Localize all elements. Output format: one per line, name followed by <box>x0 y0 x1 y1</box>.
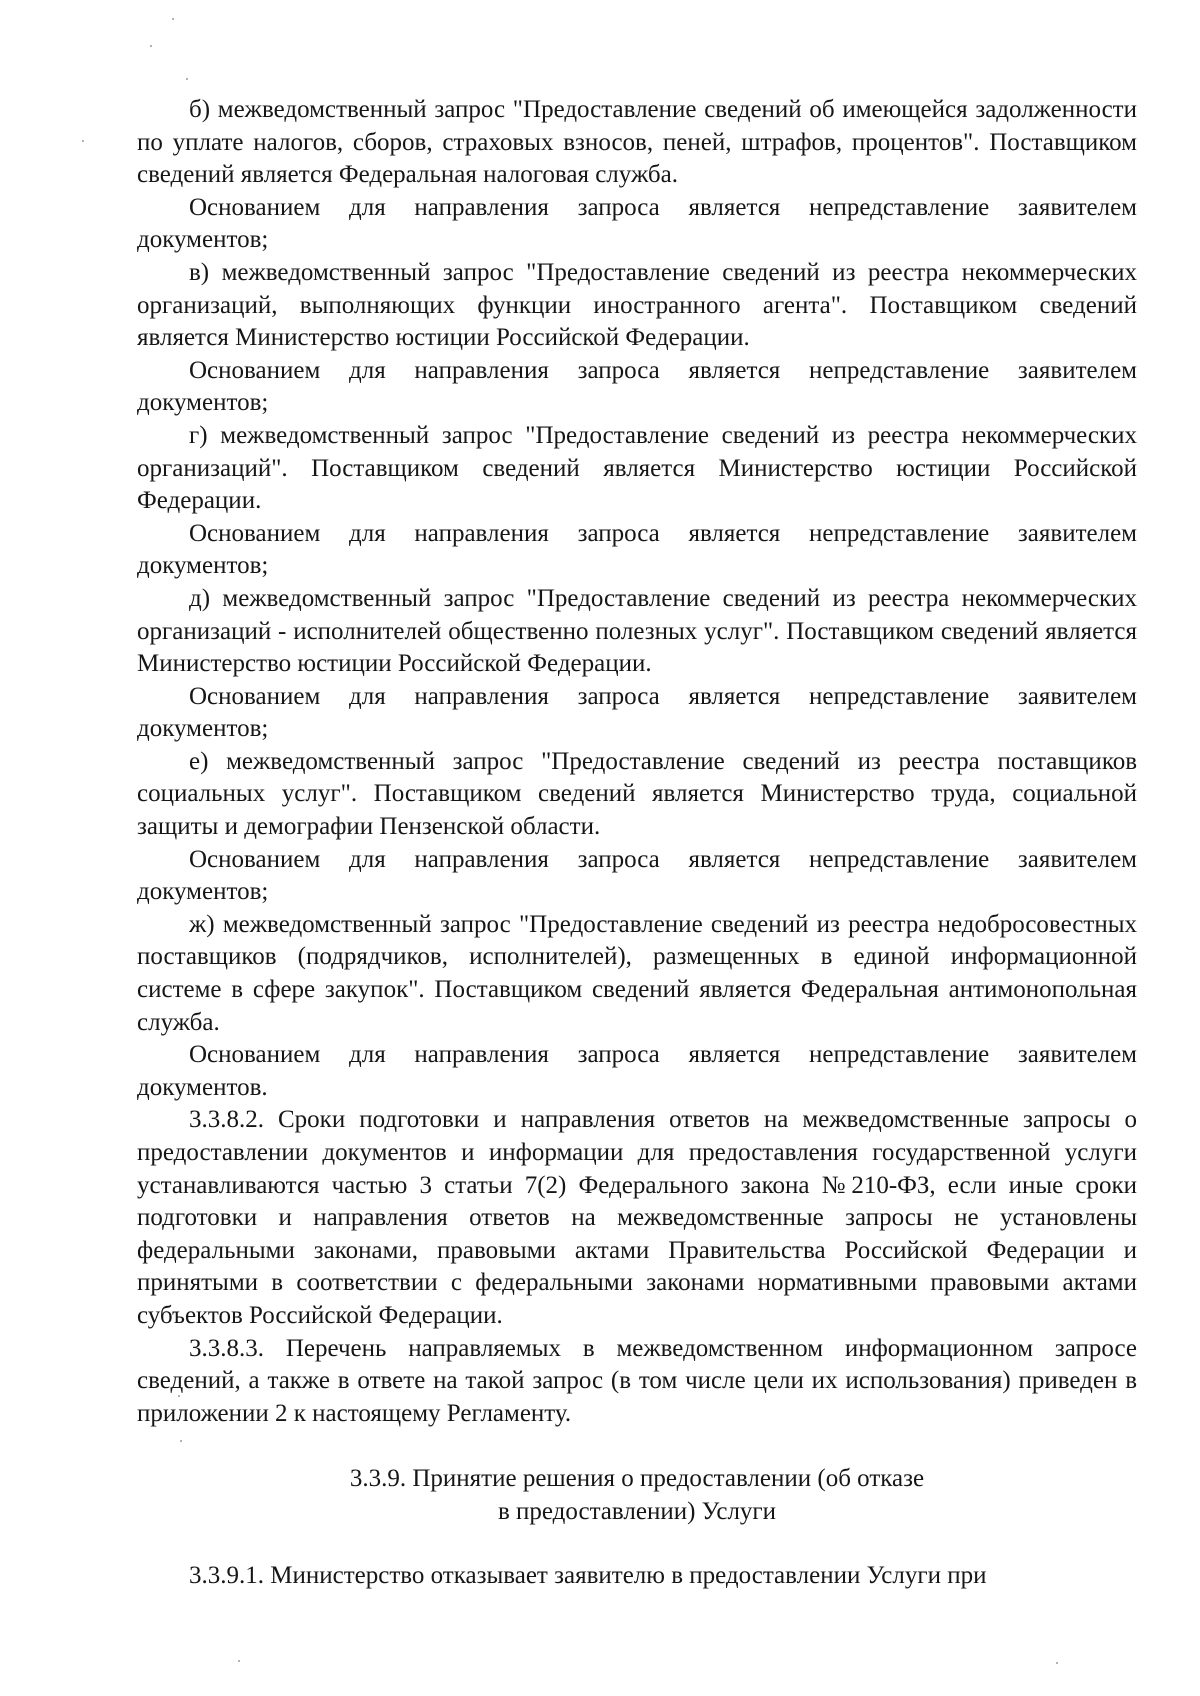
scan-speck <box>1056 1662 1058 1664</box>
section-heading-line-2: в предоставлении) Услуги <box>497 1498 777 1526</box>
scan-speck <box>186 78 188 80</box>
paragraph-basis: Основанием для направления запроса является непредставление заявителем документов; <box>137 519 1137 580</box>
scan-speck <box>82 140 84 142</box>
paragraph-3-3-8-2: 3.3.8.2. Сроки подготовки и направления ответов на межведомственные запросы о предоставлении документов и информации для предоставления государственной услуги устанавливаются частью 3 статьи 7(2) Федерального закона №210-ФЗ, если иные сроки подготовки и направления ответов на межведомственные запросы не установлены федеральными законами, правовыми актами Правительства Российской Федерации и принятыми в соответствии с федеральными законами нормативными правовыми актами субъектов Российской Федерации. <box>137 1106 1137 1329</box>
paragraph-basis: Основанием для направления запроса является непредставление заявителем документов; <box>137 356 1137 417</box>
paragraph-basis: Основанием для направления запроса является непредставление заявителем документов; <box>137 682 1137 743</box>
paragraph-3-3-9-1: 3.3.9.1. Министерство отказывает заявителю в предоставлении Услуги при <box>189 1562 987 1590</box>
scan-speck <box>238 1660 240 1662</box>
paragraph-zh: ж) межведомственный запрос "Предоставление сведений из реестра недобросовестных поставщиков (подрядчиков, исполнителей), размещенных в единой информационной системе в сфере закупок". Поставщиком сведений является Федеральная антимонопольная служба. <box>137 910 1137 1036</box>
document-page <box>137 94 1137 1593</box>
paragraph-d: д) межведомственный запрос "Предоставление сведений из реестра некоммерческих организаций - исполнителей общественно полезных услуг". Поставщиком сведений является Министерство юстиции Российской Федерации. <box>137 584 1137 678</box>
paragraph-basis: Основанием для направления запроса является непредставление заявителем документов. <box>137 1041 1137 1101</box>
paragraph-3-3-8-3: 3.3.8.3. Перечень направляемых в межведомственном информационном запросе сведений, а также в ответе на такой запрос (в том числе цели их использования) приведен в приложении 2 к настоящему Регламенту. <box>137 1334 1137 1427</box>
section-heading-line-1: 3.3.9. Принятие решения о предоставлении (об отказе <box>349 1465 925 1493</box>
scan-speck <box>178 1395 180 1397</box>
paragraph-g: г) межведомственный запрос "Предоставление сведений из реестра некоммерческих организаций". Поставщиком сведений является Министерство юстиции Российской Федерации. <box>137 421 1137 515</box>
paragraph-basis: Основанием для направления запроса является непредставление заявителем документов; <box>137 845 1137 906</box>
scan-speck <box>172 18 174 20</box>
paragraph-v: в) межведомственный запрос "Предоставление сведений из реестра некоммерческих организаций, выполняющих функции иностранного агента". Поставщиком сведений является Министерство юстиции Российской Федерации. <box>137 258 1137 352</box>
scan-speck <box>150 45 152 47</box>
paragraph-e: е) межведомственный запрос "Предоставление сведений из реестра поставщиков социальных услуг". Поставщиком сведений является Министерство труда, социальной защиты и демографии Пензенской области. <box>137 747 1137 841</box>
section-heading <box>137 1462 1137 1528</box>
paragraph-b: б) межведомственный запрос "Предоставление сведений об имеющейся задолженности по уплате налогов, сборов, страховых взносов, пеней, штрафов, процентов". Поставщиком сведений является Федеральная налоговая служба. <box>137 96 1137 189</box>
paragraph-basis: Основанием для направления запроса является непредставление заявителем документов; <box>137 193 1137 254</box>
scan-speck <box>180 1440 182 1442</box>
